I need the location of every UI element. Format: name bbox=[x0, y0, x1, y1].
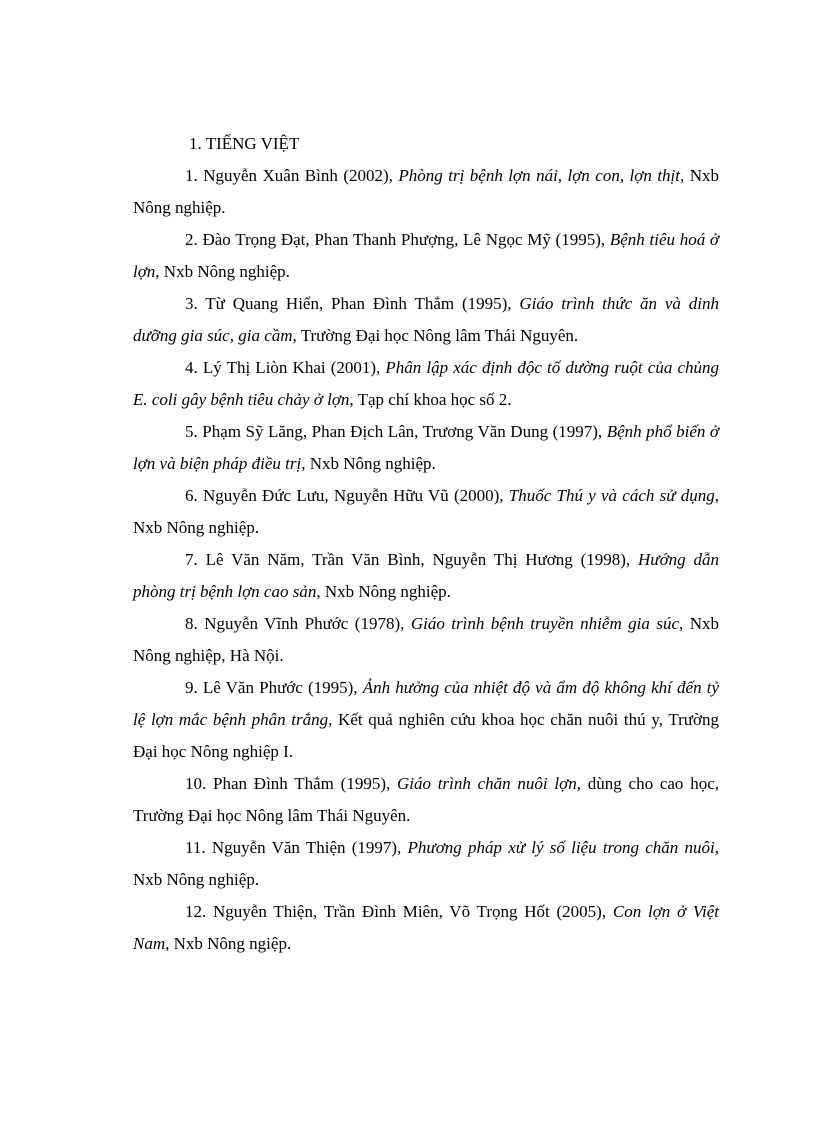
reference-title: Giáo trình chăn nuôi lợn, bbox=[397, 774, 581, 793]
reference-publisher: , Nxb Nông nghiệp. bbox=[155, 262, 290, 281]
reference-title: Hướng dẫn phòng trị bệnh lợn cao sản bbox=[133, 550, 720, 601]
reference-title: Giáo trình bệnh truyền nhiễm gia súc bbox=[410, 614, 680, 633]
reference-publisher: , Tạp chí khoa học số 2. bbox=[349, 390, 512, 409]
reference-title: Bệnh phổ biến ở lợn và biện pháp điều trị bbox=[133, 422, 719, 473]
reference-item bbox=[133, 768, 719, 832]
reference-publisher: Nxb Nông nghiệp. bbox=[133, 870, 260, 889]
reference-item bbox=[133, 416, 719, 480]
reference-authors: 5. Phạm Sỹ Lăng, Phan Địch Lân, Trương Văn Dung (1997), bbox=[185, 422, 607, 441]
reference-authors: 11. Nguyễn Văn Thiện (1997), bbox=[185, 838, 408, 857]
reference-item bbox=[133, 288, 719, 352]
reference-title: Phòng trị bệnh lợn nái, lợn con, lợn thịt, bbox=[398, 166, 685, 185]
reference-item bbox=[133, 160, 719, 224]
reference-item bbox=[133, 224, 719, 288]
reference-item bbox=[133, 608, 719, 672]
reference-title: Bệnh tiêu hoá ở lợn bbox=[133, 230, 719, 281]
section-title: 1. TIẾNG VIỆT bbox=[189, 134, 300, 153]
reference-title: Phân lập xác định độc tố dường ruột của chủng E. coli gây bệnh tiêu chảy ở lợn bbox=[133, 358, 719, 409]
reference-item bbox=[133, 672, 719, 768]
reference-publisher: Nxb Nông nghiệp. bbox=[133, 166, 719, 217]
reference-publisher: , Nxb Nông nghiệp. bbox=[316, 582, 451, 601]
reference-authors: 9. Lê Văn Phước (1995), bbox=[185, 678, 363, 697]
reference-publisher: , Nxb Nông nghiệp. bbox=[133, 486, 719, 537]
reference-item bbox=[133, 352, 719, 416]
reference-publisher: , Kết quả nghiên cứu khoa học chăn nuôi thú y, Trường Đại học Nông nghiệp I. bbox=[133, 710, 719, 761]
reference-publisher: , Nxb Nông nghiệp, Hà Nội. bbox=[133, 614, 720, 665]
reference-authors: 10. Phan Đình Thắm (1995), bbox=[185, 774, 398, 793]
reference-item bbox=[133, 544, 719, 608]
reference-title: Con lợn ở Việt Nam bbox=[133, 902, 720, 953]
reference-authors: 3. Từ Quang Hiển, Phan Đình Thắm (1995), bbox=[185, 294, 520, 313]
reference-title: Ảnh hưởng của nhiệt độ và ẩm độ không khí đến tỷ lệ lợn mắc bệnh phân trắng bbox=[133, 678, 719, 729]
reference-publisher: , Nxb Nông ngiệp. bbox=[165, 934, 292, 953]
reference-title: Giáo trình thức ăn và dinh dưỡng gia súc, gia cầm bbox=[133, 294, 719, 345]
reference-authors: 4. Lý Thị Liòn Khai (2001), bbox=[185, 358, 386, 377]
reference-authors: 6. Nguyễn Đức Lưu, Nguyễn Hữu Vũ (2000), bbox=[185, 486, 509, 505]
reference-item bbox=[133, 832, 719, 896]
reference-item bbox=[133, 896, 719, 960]
reference-item bbox=[133, 480, 719, 544]
reference-authors: 7. Lê Văn Năm, Trần Văn Bình, Nguyễn Thị Hương (1998), bbox=[185, 550, 639, 569]
reference-authors: 1. Nguyễn Xuân Bình (2002), bbox=[185, 166, 399, 185]
reference-publisher: , Trường Đại học Nông lâm Thái Nguyên. bbox=[292, 326, 579, 345]
reference-authors: 12. Nguyễn Thiện, Trần Đình Miên, Võ Trọng Hốt (2005), bbox=[185, 902, 613, 921]
reference-title: Thuốc Thú y và cách sử dụng bbox=[508, 486, 715, 505]
document-page bbox=[133, 128, 719, 960]
reference-authors: 2. Đào Trọng Đạt, Phan Thanh Phượng, Lê Ngọc Mỹ (1995), bbox=[185, 230, 610, 249]
reference-publisher: , Nxb Nông nghiệp. bbox=[301, 454, 436, 473]
reference-authors: 8. Nguyễn Vĩnh Phước (1978), bbox=[185, 614, 411, 633]
reference-publisher: dùng cho cao học, Trường Đại học Nông lâm Thái Nguyên. bbox=[133, 774, 719, 825]
reference-title: Phương pháp xử lý số liệu trong chăn nuôi, bbox=[407, 838, 720, 857]
